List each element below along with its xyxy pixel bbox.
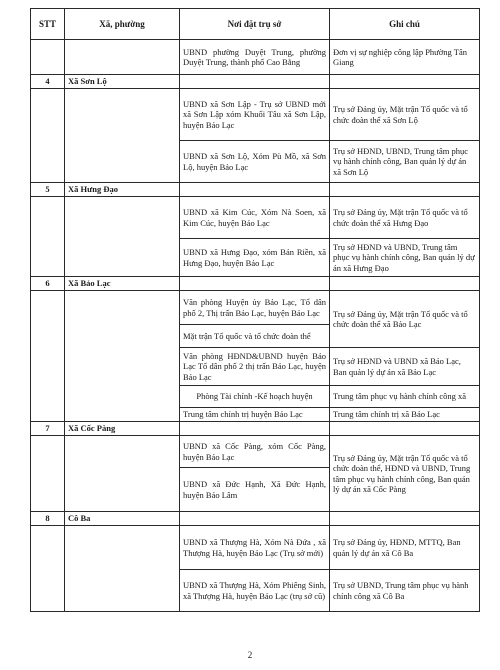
note-cell: Trụ sở HĐND và UBND xã Bảo Lạc, Ban quản lý dự án xã Bảo Lạc	[330, 348, 480, 386]
stt-cell	[31, 386, 65, 408]
table-row	[31, 197, 480, 239]
stt-cell	[31, 239, 65, 277]
location-cell	[180, 422, 330, 436]
ward-cell	[65, 348, 180, 386]
note-cell: Trung tâm phục vụ hành chính công xã	[330, 386, 480, 408]
stt-cell	[31, 348, 65, 386]
location-cell: UBND xã Thượng Hà, Xóm Nà Đứa , xã Thượng Hà, huyện Bảo Lạc (Trụ sở mới)	[180, 526, 330, 570]
ward-cell	[65, 89, 180, 141]
note-cell	[330, 183, 480, 197]
note-cell: Trụ sở Đảng ủy, Mặt trận Tổ quốc và tổ chức đoàn thể xã Hưng Đạo	[330, 197, 480, 239]
stt-cell	[31, 436, 65, 468]
note-cell	[330, 422, 480, 436]
table-row	[31, 408, 480, 422]
ward-cell	[65, 239, 180, 277]
location-cell	[180, 183, 330, 197]
stt-cell	[31, 570, 65, 612]
location-cell: Văn phòng HĐND&UBND huyện Bảo Lạc Tổ dân phố 2 thị trấn Bảo Lạc, huyện Bảo Lạc	[180, 348, 330, 386]
location-cell	[180, 512, 330, 526]
ward-cell	[65, 570, 180, 612]
ward-name: Cô Ba	[65, 512, 180, 526]
table-row	[31, 436, 480, 468]
table-header-row	[31, 9, 480, 40]
ward-cell	[65, 408, 180, 422]
ward-cell	[65, 197, 180, 239]
note-cell: Trung tâm chính trị xã Bảo Lạc	[330, 408, 480, 422]
stt-cell: 4	[31, 75, 65, 89]
ward-group-row	[31, 75, 480, 89]
ward-cell	[65, 325, 180, 348]
note-cell: Trụ sở Đảng ủy, Mặt trận Tổ quốc và tổ chức đoàn thể, HĐND và UBND, Trung tâm phục vụ hành chính công, Ban quản lý dự án xã Cốc Pàng	[330, 436, 480, 512]
ward-group-row	[31, 183, 480, 197]
note-cell	[330, 512, 480, 526]
header-ward: Xã, phường	[65, 9, 180, 40]
stt-cell	[31, 408, 65, 422]
stt-cell	[31, 40, 65, 75]
location-cell: Văn phòng Huyện ủy Bảo Lạc, Tổ dân phố 2, Thị trấn Bảo Lạc, huyện Bảo Lạc	[180, 291, 330, 325]
stt-cell	[31, 468, 65, 512]
note-cell: Trụ sở Đảng ủy, Mặt trận Tổ quốc và tổ chức đoàn thể xã Sơn Lộ	[330, 89, 480, 141]
ward-cell	[65, 436, 180, 468]
table-row	[31, 239, 480, 277]
table-row	[31, 570, 480, 612]
stt-cell: 6	[31, 277, 65, 291]
table-row	[31, 386, 480, 408]
stt-cell	[31, 291, 65, 325]
location-cell: UBND xã Sơn Lộ, Xóm Pù Mồ, xã Sơn Lộ, huyện Bảo Lạc	[180, 141, 330, 183]
stt-cell: 8	[31, 512, 65, 526]
page-number: 2	[247, 650, 253, 660]
note-cell: Trụ sở HĐND, UBND, Trung tâm phục vụ hành chính công, Ban quản lý dự án xã Sơn Lộ	[330, 141, 480, 183]
stt-cell: 7	[31, 422, 65, 436]
table-row	[31, 348, 480, 386]
ward-group-row	[31, 277, 480, 291]
ward-cell	[65, 141, 180, 183]
stt-cell	[31, 89, 65, 141]
ward-name: Xã Cốc Pàng	[65, 422, 180, 436]
stt-cell	[31, 526, 65, 570]
ward-cell	[65, 526, 180, 570]
header-location: Nơi đặt trụ sở	[180, 9, 330, 40]
ward-cell	[65, 40, 180, 75]
headquarters-table	[30, 8, 480, 612]
location-cell: UBND xã Đức Hạnh, Xã Đức Hạnh, huyện Bảo Lâm	[180, 468, 330, 512]
table-row	[31, 291, 480, 325]
note-cell: Trụ sở UBND, Trung tâm phục vụ hành chính công xã Cô Ba	[330, 570, 480, 612]
ward-cell	[65, 386, 180, 408]
location-cell: UBND xã Kim Cúc, Xóm Nà Soen, xã Kim Cúc, huyện Bảo Lạc	[180, 197, 330, 239]
location-cell: UBND phường Duyệt Trung, phường Duyệt Trung, thành phố Cao Bằng	[180, 40, 330, 75]
location-cell: UBND xã Sơn Lập - Trụ sở UBND mới xã Sơn Lập xóm Khuổi Tâu xã Sơn Lập, huyện Bảo Lạc	[180, 89, 330, 141]
ward-cell	[65, 468, 180, 512]
location-cell: UBND xã Cốc Pàng, xóm Cốc Pàng, huyện Bảo Lạc	[180, 436, 330, 468]
stt-cell: 5	[31, 183, 65, 197]
table-row	[31, 40, 480, 75]
note-cell: Trụ sở Đảng ủy, Mặt trận Tổ quốc và tổ chức đoàn thể xã Bảo Lạc	[330, 291, 480, 348]
ward-group-row	[31, 512, 480, 526]
table-row	[31, 526, 480, 570]
stt-cell	[31, 141, 65, 183]
location-cell: Trung tâm chính trị huyện Bảo Lạc	[180, 408, 330, 422]
ward-name: Xã Hưng Đạo	[65, 183, 180, 197]
note-cell: Đơn vị sự nghiệp công lập Phường Tân Giang	[330, 40, 480, 75]
location-cell: Mặt trận Tổ quốc và tổ chức đoàn thể	[180, 325, 330, 348]
stt-cell	[31, 325, 65, 348]
header-stt: STT	[31, 9, 65, 40]
location-cell: Phòng Tài chính -Kế hoạch huyện	[180, 386, 330, 408]
ward-cell	[65, 291, 180, 325]
location-cell	[180, 75, 330, 89]
location-cell: UBND xã Hưng Đạo, xóm Bản Riền, xã Hưng Đạo, huyện Bảo Lạc	[180, 239, 330, 277]
ward-group-row	[31, 422, 480, 436]
header-note: Ghi chú	[330, 9, 480, 40]
table-row	[31, 141, 480, 183]
ward-name: Xã Sơn Lộ	[65, 75, 180, 89]
stt-cell	[31, 197, 65, 239]
location-cell	[180, 277, 330, 291]
note-cell	[330, 277, 480, 291]
table-row	[31, 89, 480, 141]
note-cell	[330, 75, 480, 89]
location-cell: UBND xã Thượng Hà, Xóm Phiêng Sinh, xã Thượng Hà, huyện Bảo Lạc (trụ sở cũ)	[180, 570, 330, 612]
note-cell: Trụ sở HĐND và UBND, Trung tâm phục vụ hành chính công, Ban quản lý dự án xã Hưng Đạo	[330, 239, 480, 277]
note-cell: Trụ sở Đảng ủy, HĐND, MTTQ, Ban quản lý dự án xã Cô Ba	[330, 526, 480, 570]
ward-name: Xã Bảo Lạc	[65, 277, 180, 291]
